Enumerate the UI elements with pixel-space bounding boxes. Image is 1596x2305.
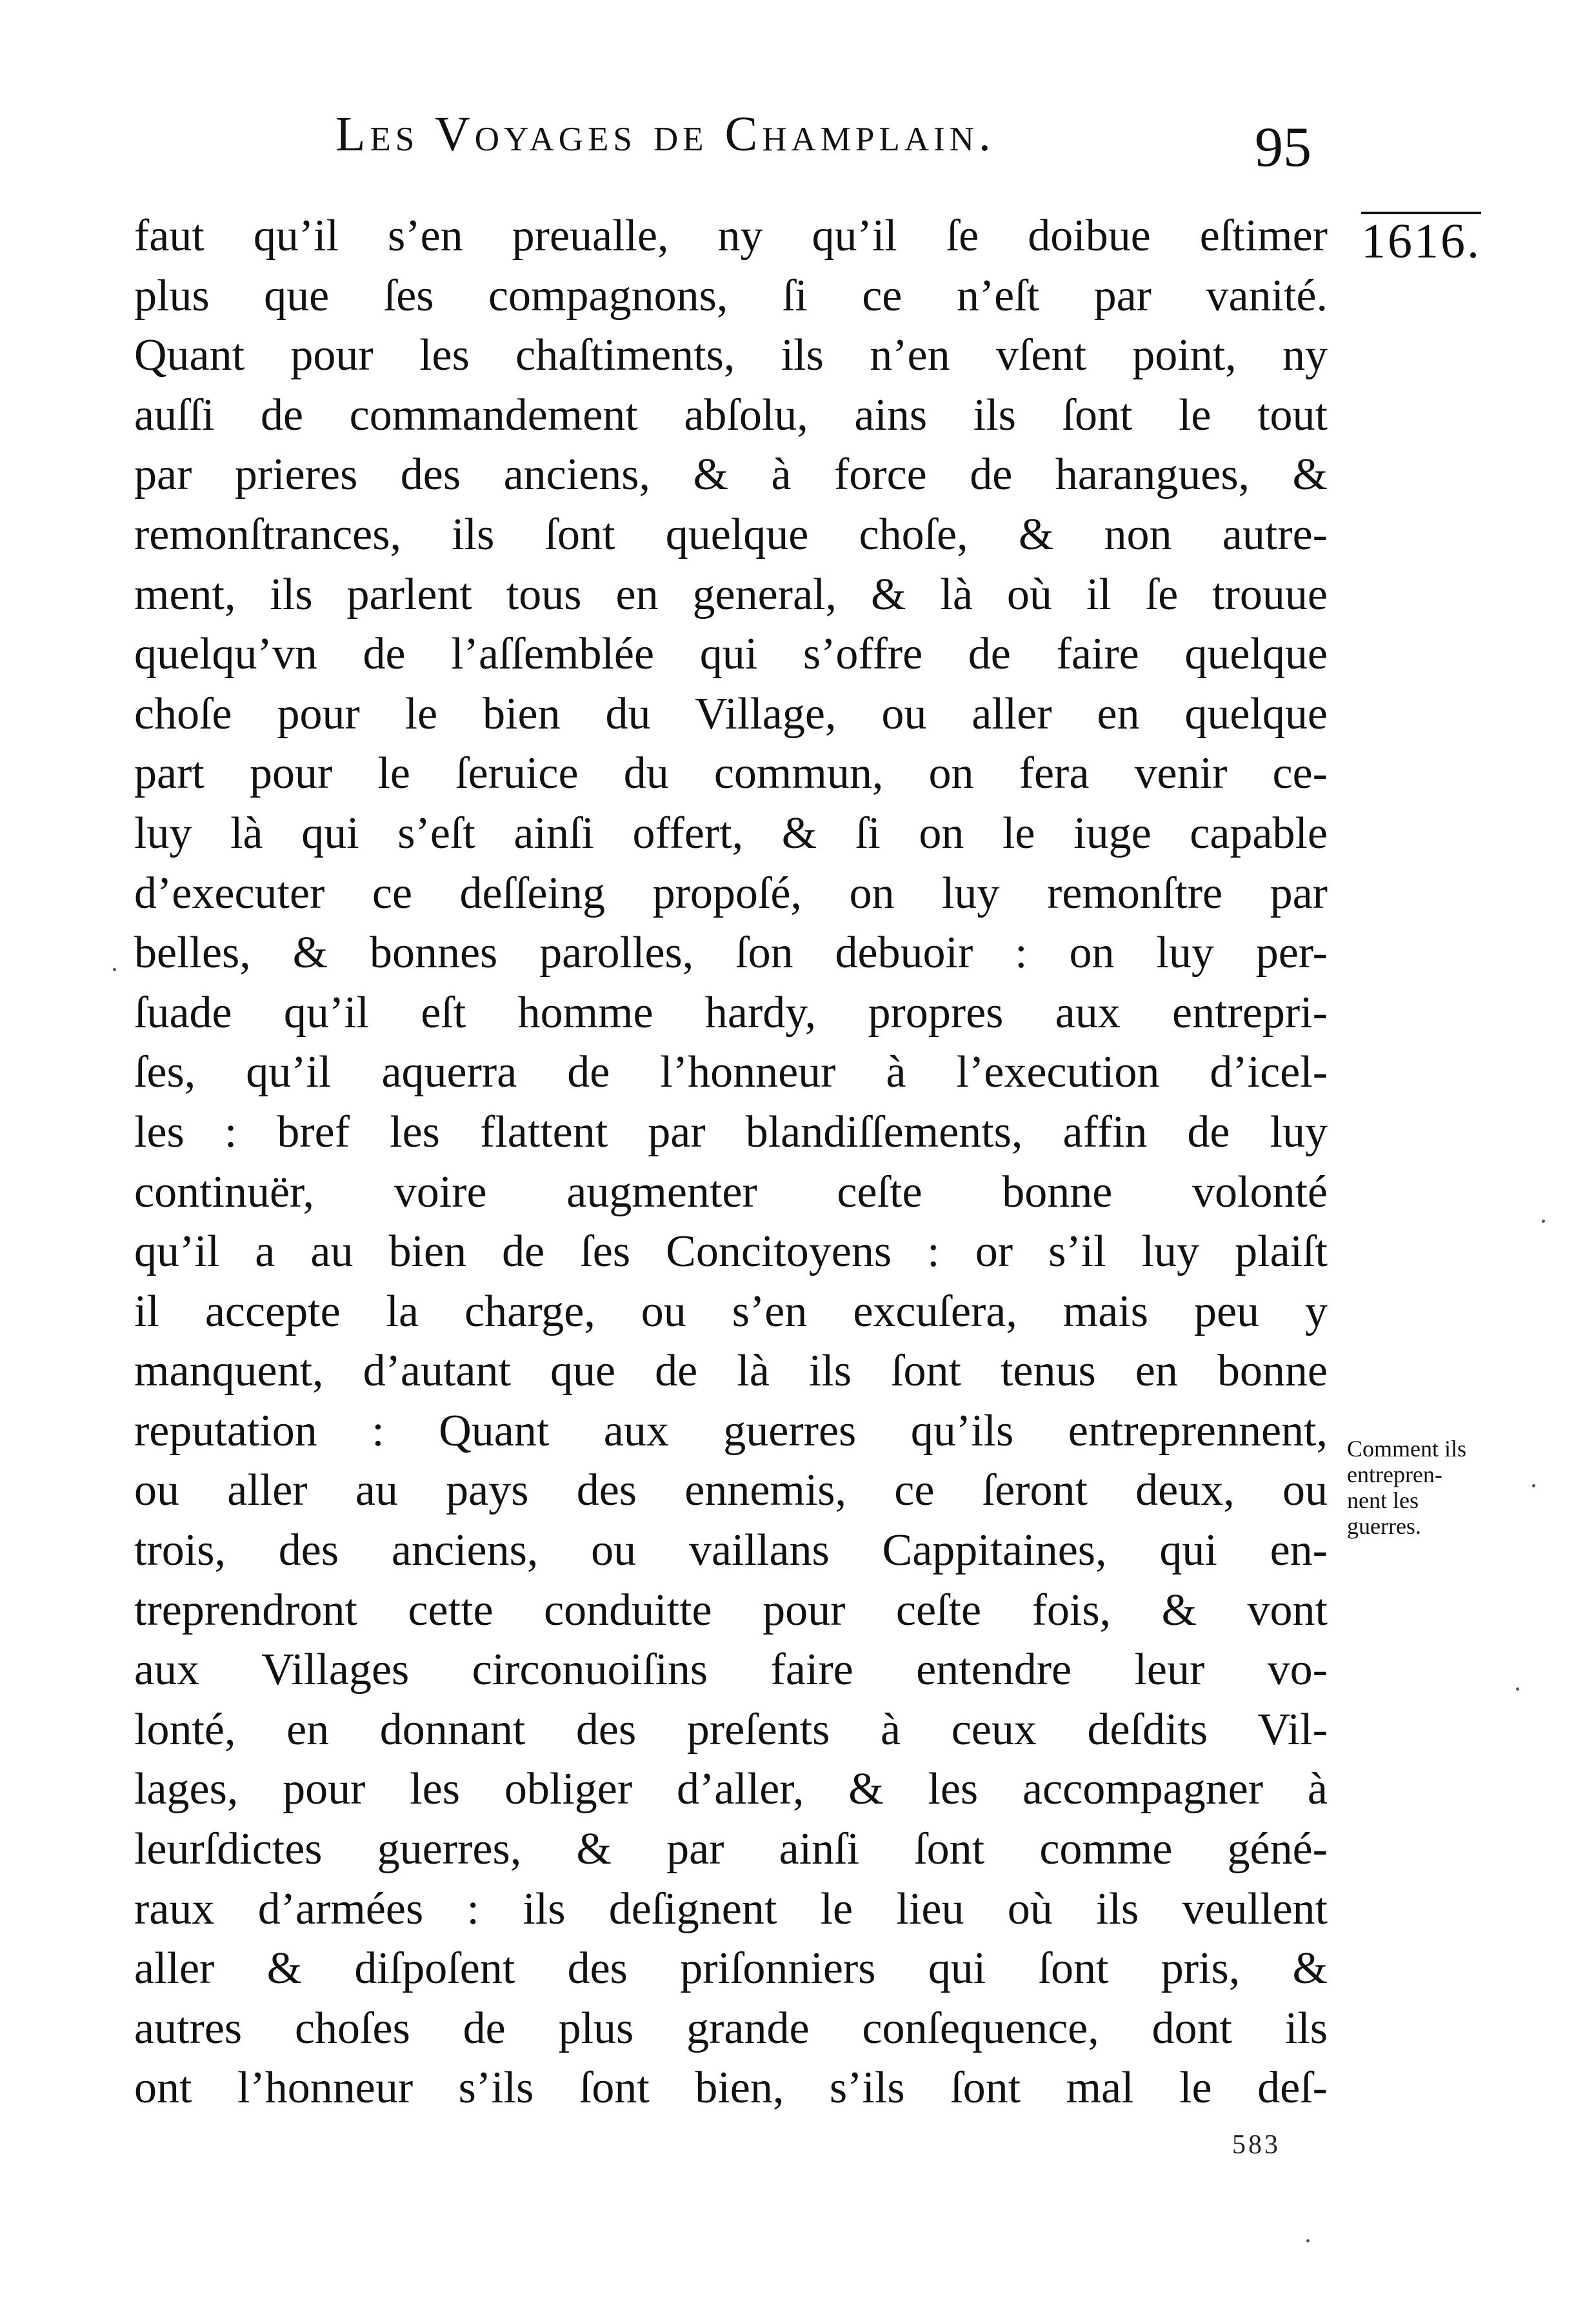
text-line: faut qu’il s’en preualle, ny qu’il ſe doibue eſtimer (134, 211, 1328, 261)
text-line: ou aller au pays des ennemis, ce ſeront deux, ou (134, 1465, 1328, 1516)
margin-note (1347, 1436, 1489, 1539)
margin-note-line: Comment ils (1347, 1436, 1467, 1462)
text-line: trois, des anciens, ou vaillans Cappitaines, qui en- (134, 1525, 1328, 1576)
page-number: 95 (1255, 116, 1312, 179)
text-line: remonſtrances, ils ſont quelque choſe, & non autre- (134, 509, 1328, 559)
text-line: part pour le ſeruice du commun, on fera venir ce- (134, 749, 1328, 799)
text-line: autres choſes de plus grande conſequence, dont ils (134, 2003, 1328, 2053)
text-line: qu’il a au bien de ſes Concitoyens : or s’il luy plaiſt (134, 1227, 1328, 1277)
text-line: belles, & bonnes parolles, ſon debuoir : on luy per- (134, 928, 1328, 978)
margin-note-line: nent les (1347, 1487, 1419, 1513)
text-line: il accepte la charge, ou s’en excuſera, mais peu y (134, 1286, 1328, 1336)
text-line: aux Villages circonuoiſins faire entendre leur vo- (134, 1645, 1328, 1695)
text-line: continuër, voire augmenter ceſte bonne volonté (134, 1167, 1328, 1217)
body-text (134, 206, 1328, 2119)
print-speck (113, 968, 116, 971)
print-speck (1306, 2239, 1310, 2242)
text-line: raux d’armées : ils deſignent le lieu où ils veullent (134, 1884, 1328, 1934)
running-title: Les Voyages de Champlain. (335, 107, 995, 161)
text-line: choſe pour le bien du Village, ou aller en quelque (134, 689, 1328, 739)
text-line: aller & diſpoſent des priſonniers qui ſont pris, & (134, 1944, 1328, 1994)
margin-note-line: guerres. (1347, 1513, 1421, 1539)
text-line: Quant pour les chaſtiments, ils n’en vſent point, ny (134, 330, 1328, 381)
print-speck (1532, 1484, 1535, 1487)
text-line: les : bref les flattent par blandiſſements, affin de luy (134, 1107, 1328, 1157)
text-line: leurſdictes guerres, & par ainſi ſont comme géné- (134, 1824, 1328, 1875)
text-line: lonté, en donnant des preſents à ceux deſdits Vil- (134, 1704, 1328, 1755)
margin-year: 1616. (1361, 212, 1481, 266)
text-line: ſes, qu’il aquerra de l’honneur à l’execution d’icel- (134, 1047, 1328, 1098)
text-line: quelqu’vn de l’aſſemblée qui s’offre de faire quelque (134, 629, 1328, 679)
text-line: ſuade qu’il eſt homme hardy, propres aux entrepri- (134, 987, 1328, 1038)
text-line: ont l’honneur s’ils ſont bien, s’ils ſont mal le deſ- (134, 2063, 1328, 2113)
text-line: par prieres des anciens, & à force de harangues, & (134, 450, 1328, 500)
text-line: plus que ſes compagnons, ſi ce n’eſt par vanité. (134, 270, 1328, 321)
text-line: manquent, d’autant que de là ils ſont tenus en bonne (134, 1346, 1328, 1396)
text-line: auſſi de commandement abſolu, ains ils ſont le tout (134, 390, 1328, 440)
text-line: treprendront cette conduitte pour ceſte fois, & vont (134, 1585, 1328, 1635)
text-line: luy là qui s’eſt ainſi offert, & ſi on le iuge capable (134, 808, 1328, 858)
text-line: lages, pour les obliger d’aller, & les accompagner à (134, 1764, 1328, 1815)
margin-note-line: entrepren- (1347, 1462, 1442, 1487)
text-line: d’executer ce deſſeing propoſé, on luy remonſtre par (134, 868, 1328, 918)
print-speck (1542, 1220, 1545, 1223)
print-speck (1516, 1687, 1519, 1691)
text-line: reputation : Quant aux guerres qu’ils entreprennent, (134, 1405, 1328, 1456)
signature-mark: 583 (1232, 2130, 1281, 2160)
text-line: ment, ils parlent tous en general, & là où il ſe trouue (134, 569, 1328, 619)
